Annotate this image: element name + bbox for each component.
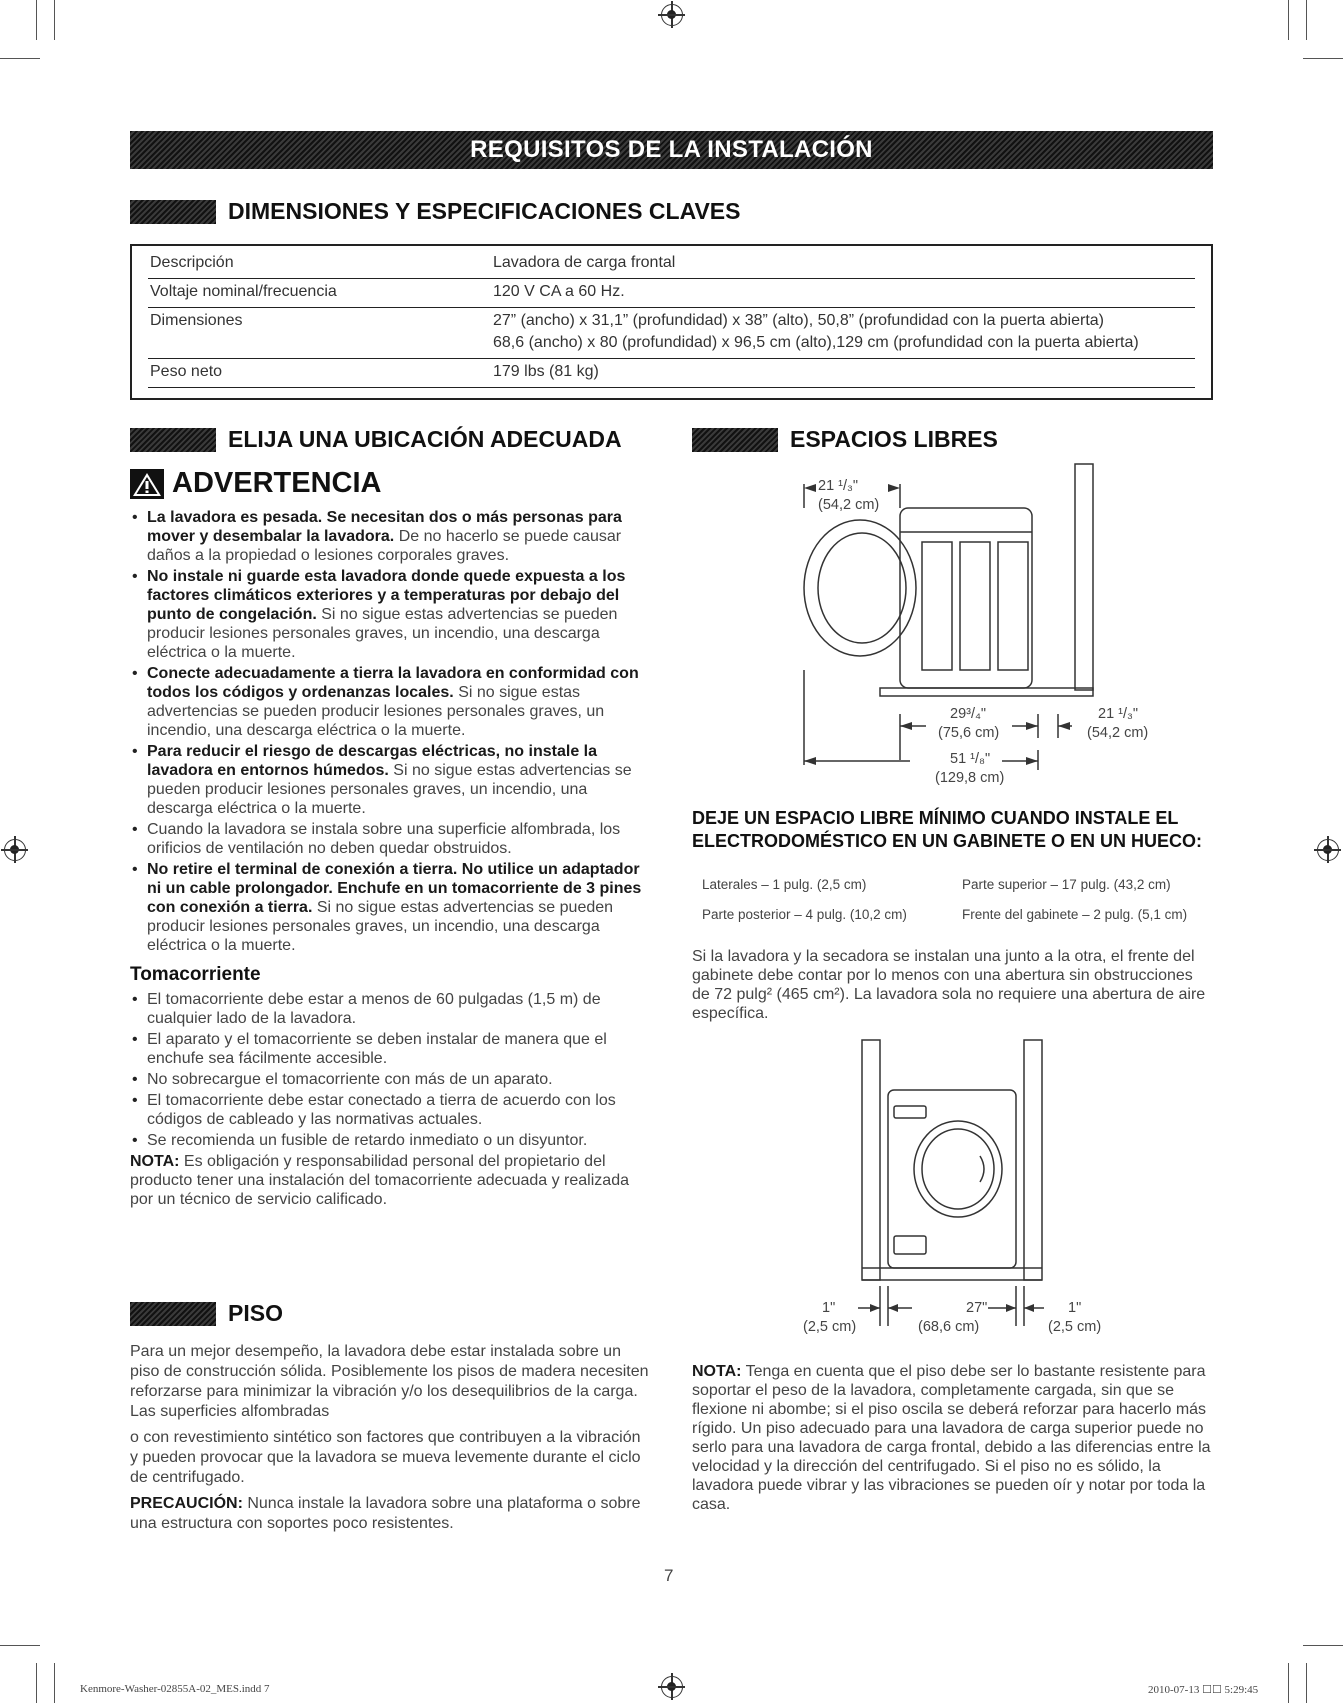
caution-label: PRECAUCIÓN:: [130, 1495, 243, 1512]
list-item: [130, 508, 650, 565]
crop-mark: [1288, 0, 1289, 40]
warning-bold: Para reducir el riesgo de descargas eléctricas, no instale la lavadora en entornos húmedos.: [147, 743, 597, 779]
clearance-item: Parte superior – 17 pulg. (43,2 cm): [962, 877, 1171, 892]
spec-label: Voltaje nominal/frecuencia: [150, 283, 337, 300]
floor-paragraph: Para un mejor desempeño, la lavadora debe estar instalada sobre un piso de construcción sólida. Posiblemente los pisos de madera necesiten reforzarse para minimizar la vibración y/o los desequilibrios de la carga. Las superficies alfombradas: [130, 1343, 649, 1420]
page-number: 7: [664, 1566, 674, 1585]
spec-label: Descripción: [150, 254, 234, 271]
page-banner: [130, 131, 1213, 169]
spec-value: 179 lbs (81 kg): [493, 363, 599, 380]
spec-value-metric: 68,6 (ancho) x 80 (profundidad) x 96,5 cm (alto),129 cm (profundidad con la puerta abierta): [493, 334, 1139, 351]
registration-mark-icon: [1317, 839, 1339, 861]
section-header-floor: [130, 1300, 283, 1327]
clearance-item: Frente del gabinete – 2 pulg. (5,1 cm): [962, 907, 1188, 922]
specs-table: [130, 244, 1213, 400]
floor-note: [692, 1362, 1212, 1514]
registration-mark-icon: [661, 1676, 683, 1698]
spec-value: Lavadora de carga frontal: [493, 254, 676, 271]
section-title: ELIJA UNA UBICACIÓN ADECUADA: [228, 426, 622, 452]
dim-label: (54,2 cm): [818, 497, 880, 513]
list-item: [130, 860, 650, 955]
list-item: [130, 742, 650, 818]
spec-label: Dimensiones: [150, 312, 243, 329]
crop-mark: [54, 1663, 55, 1703]
section-header-dimensions: [130, 198, 741, 225]
spec-value: 120 V CA a 60 Hz.: [493, 283, 625, 300]
warning-icon: [130, 469, 164, 499]
clearance-paragraph: Si la lavadora y la secadora se instalan una junto a la otra, el frente del gabinete debe contar por lo menos con una abertura sin obstrucciones de 72 pulg² (465 cm²). La lavadora sola no requiere una abertura de aire específica.: [692, 948, 1206, 1022]
outlet-note: [130, 1152, 650, 1209]
list-item: [130, 664, 650, 740]
list-item: [130, 567, 650, 662]
list-item: • El aparato y el tomacorriente se deben instalar de manera que el enchufe sea fácilmente accesible.: [130, 1030, 650, 1068]
warning-bold: Conecte adecuadamente a tierra la lavadora en conformidad con todos los códigos y ordenanzas locales.: [147, 665, 639, 701]
dim-label: 1": [1068, 1300, 1082, 1316]
front-view-diagram: [858, 1036, 1058, 1326]
registration-mark-icon: [661, 4, 683, 26]
warning-text: Si no sigue estas advertencias se pueden producir lesiones personales graves, un incendio, una descarga eléctrica o la muerte.: [147, 762, 632, 817]
dim-label: (129,8 cm): [935, 770, 1005, 786]
crop-mark: [36, 0, 37, 40]
dim-label: 29³/₄": [950, 706, 987, 722]
caution-text: Nunca instale la lavadora sobre una plataforma o sobre una estructura con soportes poco resistentes.: [130, 1495, 641, 1532]
dim-label: (2,5 cm): [1048, 1319, 1102, 1335]
warning-text: Si no sigue estas advertencias se pueden producir lesiones personales graves, un incendio, una descarga eléctrica o la muerte.: [147, 684, 605, 739]
spec-value: 27” (ancho) x 31,1” (profundidad) x 38” (alto), 50,8” (profundidad con la puerta abierta): [493, 312, 1105, 329]
section-bar: [130, 200, 216, 224]
section-header-location: [130, 426, 622, 453]
dim-label: (75,6 cm): [938, 725, 1000, 741]
list-item: • Se recomienda un fusible de retardo inmediato o un disyuntor.: [130, 1131, 650, 1150]
dim-label: (54,2 cm): [1087, 725, 1149, 741]
warning-text: Si no sigue estas advertencias se pueden producir lesiones personales graves, un incendio, una descarga eléctrica o la muerte.: [147, 899, 614, 954]
dim-label: 1": [822, 1300, 836, 1316]
clearance-heading: DEJE UN ESPACIO LIBRE MÍNIMO CUANDO INSTALE EL ELECTRODOMÉSTICO EN UN GABINETE O EN UN HUECO:: [692, 808, 1203, 851]
table-row: [148, 363, 1195, 388]
crop-mark: [1288, 1663, 1289, 1703]
crop-mark: [1303, 1645, 1343, 1646]
registration-mark-icon: [4, 839, 26, 861]
clearance-item: Parte posterior – 4 pulg. (10,2 cm): [702, 907, 907, 922]
section-title: ESPACIOS LIBRES: [790, 426, 998, 452]
warning-bold: No retire el terminal de conexión a tierra. No utilice un adaptador ni un cable prolongador. Enchufe en un tomacorriente de 3 pines con conexión a tierra.: [147, 861, 642, 916]
warning-bold: No instale ni guarde esta lavadora donde quede expuesta a los factores climáticos exteriores y a temperaturas por debajo del punto de congelación.: [147, 568, 626, 623]
section-bar: [130, 428, 216, 452]
outlet-title: Tomacorriente: [130, 964, 261, 985]
warning-text: Si no sigue estas advertencias se pueden producir lesiones personales graves, un incendio, una descarga eléctrica o la muerte.: [147, 606, 618, 661]
clearance-item: Laterales – 1 pulg. (2,5 cm): [702, 877, 867, 892]
list-item: • El tomacorriente debe estar a menos de 60 pulgadas (1,5 m) de cualquier lado de la lavadora.: [130, 990, 650, 1028]
list-item: • No sobrecargue el tomacorriente con más de un aparato.: [130, 1070, 650, 1089]
dim-label: (68,6 cm): [918, 1319, 980, 1335]
section-title: PISO: [228, 1300, 283, 1326]
warning-heading: [130, 467, 381, 500]
crop-mark: [54, 0, 55, 40]
footer-timestamp: 2010-07-13 ☐☐ 5:29:45: [1148, 1684, 1259, 1696]
crop-mark: [1306, 0, 1307, 40]
warning-text: De no hacerlo se puede causar daños a la propiedad o lesiones corporales graves.: [147, 528, 622, 564]
section-header-clearance: [692, 426, 998, 453]
section-bar: [692, 428, 778, 452]
spec-label: Peso neto: [150, 363, 223, 380]
section-title: DIMENSIONES Y ESPECIFICACIONES CLAVES: [228, 198, 741, 224]
table-row: [148, 254, 1195, 279]
crop-mark: [0, 1645, 40, 1646]
banner-title: REQUISITOS DE LA INSTALACIÓN: [470, 136, 873, 163]
crop-mark: [36, 1663, 37, 1703]
crop-mark: [1303, 58, 1343, 59]
note-text: Es obligación y responsabilidad personal del propietario del producto tener una instalación del tomacorriente adecuada y realizada por un técnico de servicio calificado.: [130, 1153, 629, 1208]
floor-paragraph: o con revestimiento sintético son factores que contribuyen a la vibración y pueden provocar que la lavadora se mueva levemente durante el ciclo de centrifugado.: [130, 1429, 641, 1486]
warning-bold: La lavadora es pesada. Se necesitan dos o más personas para mover y desembalar la lavadora.: [147, 509, 622, 545]
list-item: [130, 820, 650, 858]
warning-list: [130, 508, 650, 1209]
note-label: NOTA:: [692, 1363, 742, 1380]
dim-label: 27": [966, 1300, 988, 1316]
dim-label: 21 ¹/₃": [1098, 706, 1139, 722]
note-text: Tenga en cuenta que el piso debe ser lo bastante resistente para soportar el peso de la lavadora, completamente cargada, sin que se flexione ni abombe; si el piso oscila se deberá reforzar para hacerlo más rígido. Un piso adecuado para una lavadora de carga superior puede no serlo para una lavadora de carga frontal, debido a las diferencias entre la velocidad y la dirección del centrifugado. Si el piso no es sólido, la lavadora puede vibrar y las vibraciones se pueden oír y notar por toda la casa.: [692, 1363, 1211, 1513]
floor-text: [130, 1342, 650, 1534]
table-row: [148, 312, 1195, 359]
note-label: NOTA:: [130, 1153, 180, 1170]
warning-text: Cuando la lavadora se instala sobre una superficie alfombrada, los orificios de ventilación no deben quedar obstruidos.: [147, 821, 621, 857]
footer-filename: Kenmore-Washer-02855A-02_MES.indd 7: [80, 1683, 270, 1695]
list-item: • El tomacorriente debe estar conectado a tierra de acuerdo con los códigos de cableado y las normativas actuales.: [130, 1091, 650, 1129]
dim-label: 21 ¹/₃": [818, 478, 859, 494]
section-bar: [130, 1302, 216, 1326]
crop-mark: [1306, 1663, 1307, 1703]
dim-label: (2,5 cm): [803, 1319, 857, 1335]
table-row: [148, 283, 1195, 308]
dim-label: 51 ¹/₈": [950, 751, 991, 767]
crop-mark: [0, 58, 40, 59]
floor-caution: [130, 1494, 650, 1534]
warning-title: ADVERTENCIA: [172, 467, 382, 499]
